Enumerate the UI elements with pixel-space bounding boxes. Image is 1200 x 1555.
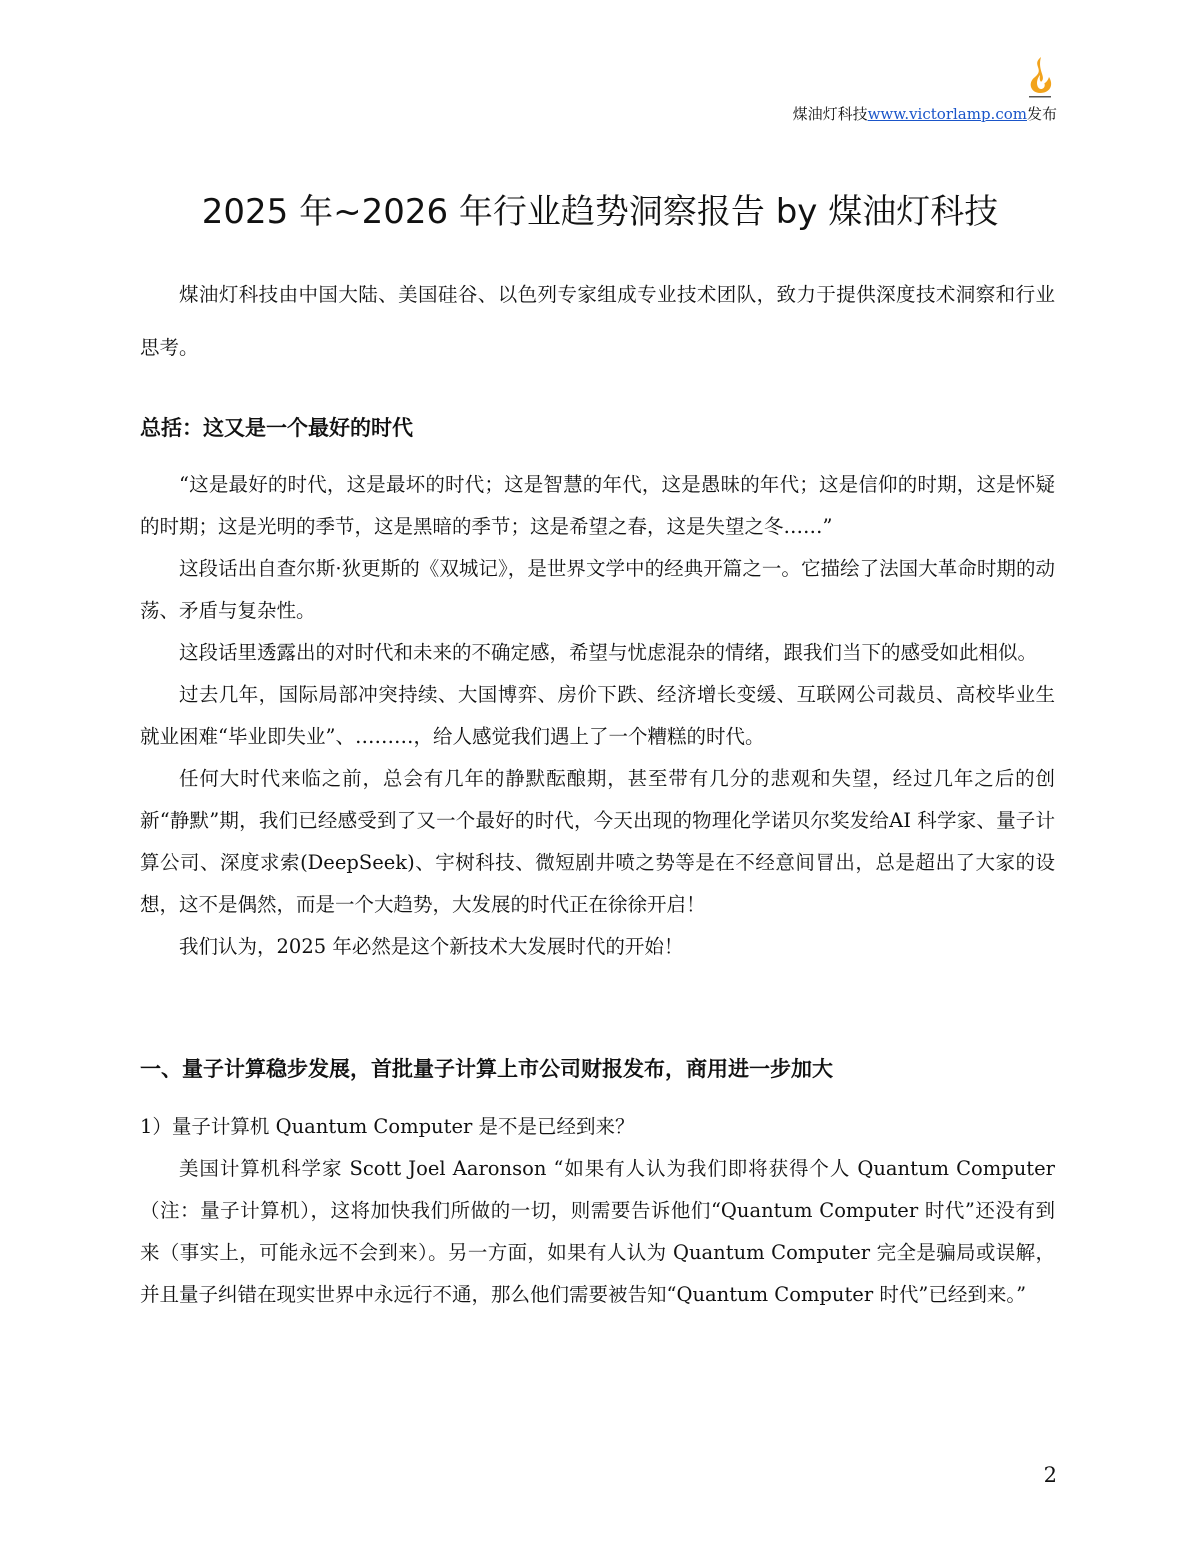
- subheading: 1）量子计算机 Quantum Computer 是不是已经到来？: [140, 1115, 635, 1138]
- publisher-suffix: 发布: [1026, 105, 1057, 123]
- page-number: 2: [1043, 1463, 1057, 1487]
- section-heading-quantum: 一、量子计算稳步发展，首批量子计算上市公司财报发布，商用进一步加大: [140, 1057, 833, 1081]
- flame-logo-icon: [1023, 55, 1057, 99]
- document-title: 2025 年~2026 年行业趋势洞察报告 by 煤油灯科技: [201, 192, 999, 232]
- website-link[interactable]: www.victorlamp.com: [867, 105, 1027, 123]
- section-heading-summary: 总括：这又是一个最好的时代: [140, 416, 413, 440]
- paragraph: 这段话出自查尔斯·狄更斯的《双城记》，是世界文学中的经典开篇之一。它描绘了法国大革命时期的动荡、矛盾与复杂性。: [140, 557, 1055, 622]
- publisher-name: 煤油灯科技: [792, 105, 868, 123]
- paragraph: 这段话里透露出的对时代和未来的不确定感，希望与忧虑混杂的情绪，跟我们当下的感受如此相似。: [179, 641, 1038, 664]
- summary-body: [140, 464, 1055, 968]
- paragraph: 我们认为，2025 年必然是这个新技术大发展时代的开始！: [179, 935, 684, 958]
- intro-paragraph: 煤油灯科技由中国大陆、美国硅谷、以色列专家组成专业技术团队，致力于提供深度技术洞察和行业思考。: [140, 283, 1055, 359]
- intro-section: [140, 268, 1055, 374]
- quantum-body: [140, 1106, 1055, 1316]
- paragraph: “这是最好的时代，这是最坏的时代；这是智慧的年代，这是愚昧的年代；这是信仰的时期，这是怀疑的时期；这是光明的季节，这是黑暗的季节；这是希望之春，这是失望之冬……”: [140, 473, 1055, 538]
- paragraph: 美国计算机科学家 Scott Joel Aaronson “如果有人认为我们即将获得个人 Quantum Computer（注：量子计算机），这将加快我们所做的一切，则需要告诉他们“Quantum Computer 时代”还没有到来（事实上，可能永远不会到来）。另一方面，如果有人认为 Quantum Computer 完全是骗局或误解，并且量子纠错在现实世界中永远行不通，那么他们需要被告知“Quantum Computer 时代”已经到来。”: [140, 1157, 1055, 1306]
- paragraph: 过去几年，国际局部冲突持续、大国博弈、房价下跌、经济增长变缓、互联网公司裁员、高校毕业生就业困难“毕业即失业”、………，给人感觉我们遇上了一个糟糕的时代。: [140, 683, 1055, 748]
- paragraph: 任何大时代来临之前，总会有几年的静默酝酿期，甚至带有几分的悲观和失望，经过几年之后的创新“静默”期，我们已经感受到了又一个最好的时代，今天出现的物理化学诺贝尔奖发给AI 科学家、量子计算公司、深度求索(DeepSeek)、宇树科技、微短剧井喷之势等是在不经意间冒出，总是超出了大家的设想，这不是偶然，而是一个大趋势，大发展的时代正在徐徐开启！: [140, 767, 1055, 916]
